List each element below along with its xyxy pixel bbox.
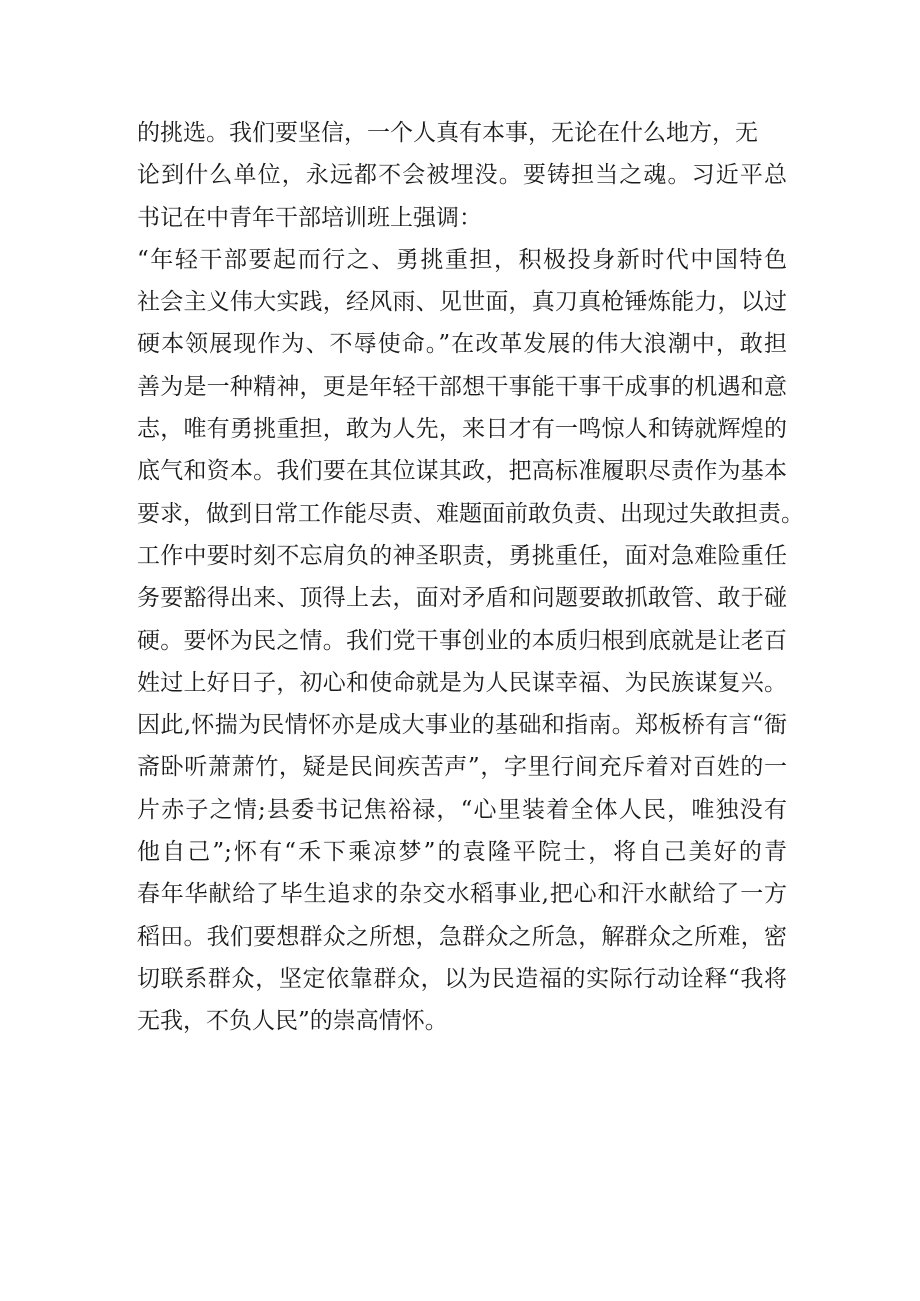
text-line: 稻田。我们要想群众之所想，急群众之所急，解群众之所难，密 xyxy=(137,923,787,950)
text-line: 工作中要时刻不忘肩负的神圣职责，勇挑重任，面对急难险重任 xyxy=(137,542,787,569)
text-line: 硬本领展现作为、不辱使命。”在改革发展的伟大浪潮中，敢担 xyxy=(137,331,787,358)
text-line: 斋卧听萧萧竹，疑是民间疾苦声”，字里行间充斥着对百姓的一 xyxy=(137,754,787,781)
text-line: 切联系群众，坚定依靠群众，以为民造福的实际行动诠释“我将 xyxy=(137,965,787,992)
text-line: 善为是一种精神，更是年轻干部想干事能干事干成事的机遇和意 xyxy=(137,373,787,400)
text-line: 的挑选。我们要坚信，一个人真有本事，无论在什么地方，无 xyxy=(137,120,758,146)
text-line: 姓过上好日子，初心和使命就是为人民谋幸福、为民族谋复兴。 xyxy=(137,669,787,696)
text-line: 他自己”;怀有“禾下乘凉梦”的袁隆平院士，将自己美好的青 xyxy=(137,839,787,866)
text-line: “年轻干部要起而行之、勇挑重担，积极投身新时代中国特色 xyxy=(137,246,787,273)
text-line: 春年华献给了毕生追求的杂交水稻事业,把心和汗水献给了一方 xyxy=(137,881,787,908)
body-text xyxy=(137,112,804,1043)
text-line: 底气和资本。我们要在其位谋其政，把高标准履职尽责作为基本 xyxy=(137,458,787,485)
text-line: 务要豁得出来、顶得上去，面对矛盾和问题要敢抓敢管、敢于碰 xyxy=(137,585,787,612)
text-line: 片赤子之情;县委书记焦裕禄，“心里装着全体人民，唯独没有 xyxy=(137,796,787,823)
text-line: 社会主义伟大实践，经风雨、见世面，真刀真枪锤炼能力，以过 xyxy=(137,289,787,316)
text-line: 硬。要怀为民之情。我们党干事创业的本质归根到底就是让老百 xyxy=(137,627,787,654)
text-line: 书记在中青年干部培训班上强调： xyxy=(137,204,482,231)
text-line: 无我，不负人民”的崇高情怀。 xyxy=(137,1008,448,1035)
text-line: 因此,怀揣为民情怀亦是成大事业的基础和指南。郑板桥有言“衙 xyxy=(137,712,787,739)
text-line: 论到什么单位，永远都不会被埋没。要铸担当之魂。习近平总 xyxy=(137,162,787,189)
text-line: 志，唯有勇挑重担，敢为人先，来日才有一鸣惊人和铸就辉煌的 xyxy=(137,416,787,443)
text-line: 要求，做到日常工作能尽责、难题面前敢负责、出现过失敢担责。 xyxy=(137,500,804,527)
